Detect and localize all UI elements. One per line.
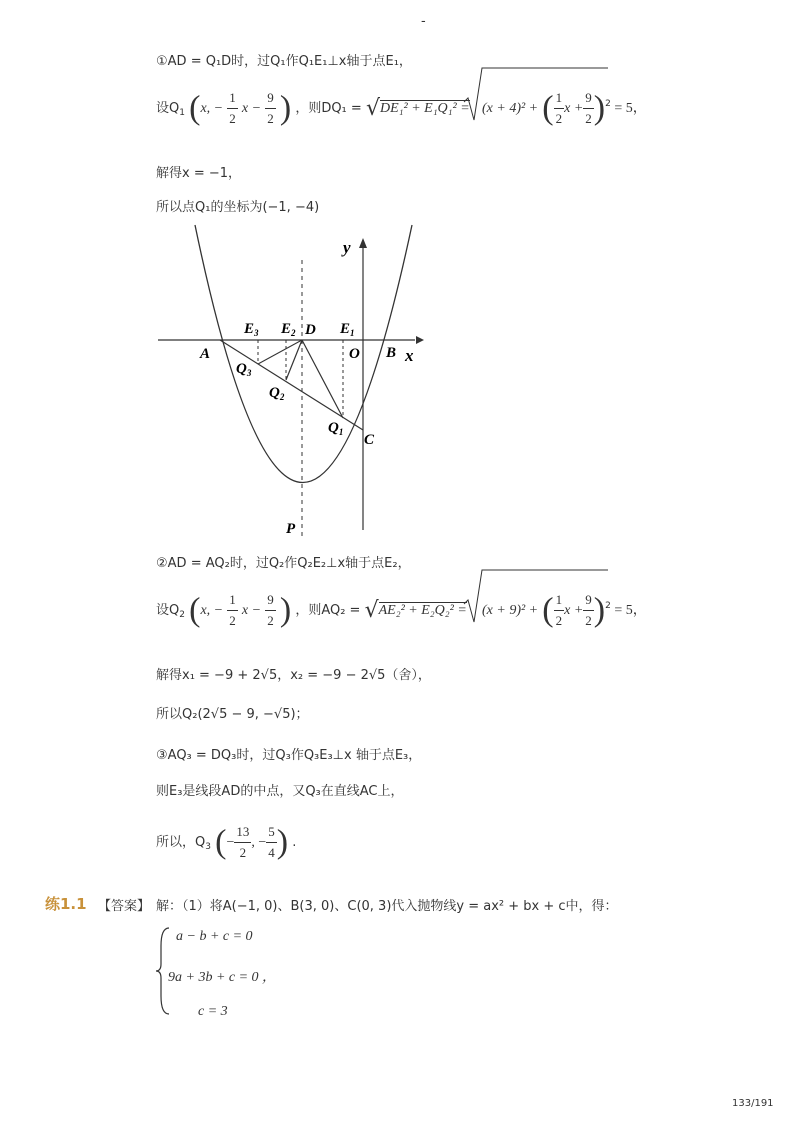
label-P: P bbox=[286, 521, 296, 537]
label-Q2: $Q_2$ bbox=[269, 385, 285, 402]
root-expression-3: (x + 9)² + ( $\frac{1}{2}$ x + $\frac{9}{2}$ )$^2$ = 5， bbox=[482, 591, 647, 629]
case2-solution: 解得x₁ = −9 + 2√5，x₂ = −9 − 2√5（舍）， bbox=[156, 668, 431, 683]
case3-midpoint: 则E₃是线段AD的中点，又Q₃在直线AC上， bbox=[156, 784, 404, 799]
label-E1: $E_1$ bbox=[340, 321, 355, 338]
case3-result: 所以，$Q_3$ (− $\frac{13}{2}$ , − $\frac{5}{4}$ ) . bbox=[156, 823, 297, 861]
y-axis-arrow-icon bbox=[359, 238, 367, 248]
case1-heading: ①AD = Q₁D时，过Q₁作Q₁E₁⊥x轴于点E₁， bbox=[156, 54, 412, 69]
label-O: O bbox=[349, 346, 360, 362]
case3-heading: ③AQ₃ = DQ₃时，过Q₃作Q₃E₃⊥x 轴于点E₃， bbox=[156, 748, 422, 763]
label-Q3: $Q_3$ bbox=[236, 361, 252, 378]
label-B: B bbox=[386, 345, 397, 361]
case1-result: 所以点Q₁的坐标为(−1, −4) bbox=[156, 200, 320, 215]
label-D: D bbox=[305, 322, 316, 338]
label-E2: $E_2$ bbox=[281, 321, 296, 338]
case2-result: 所以Q₂(2√5 − 9, −√5)； bbox=[156, 707, 309, 722]
paren-left: ( bbox=[189, 89, 201, 127]
label-A: A bbox=[200, 346, 211, 362]
setup-x: x, − bbox=[200, 101, 224, 116]
page-number: 133/191 bbox=[732, 1098, 774, 1109]
system-eq-2: 9a + 3b + c = 0 ， bbox=[168, 970, 277, 985]
segment-DQ2 bbox=[286, 340, 302, 380]
root-expression-2: (x + 4)² + ( $\frac{1}{2}$ x + $\frac{9}{2}$ )$^2$ = 5， bbox=[482, 89, 647, 127]
setup-mid: x − bbox=[241, 101, 262, 116]
case2-heading: ②AD = AQ₂时，过Q₂作Q₂E₂⊥x轴于点E₂， bbox=[156, 556, 411, 571]
fraction-9-2: $\frac{9}{2}$ bbox=[267, 90, 274, 126]
fraction-1-2: $\frac{1}{2}$ bbox=[229, 90, 236, 126]
root-expression-1: DE₁² + E₁Q₁² = bbox=[379, 101, 470, 116]
x-axis-arrow-icon bbox=[416, 336, 424, 344]
label-C: C bbox=[364, 432, 375, 448]
label-E3: $E_3$ bbox=[244, 321, 259, 338]
parabola-curve bbox=[195, 225, 412, 483]
answer-intro: 解：（1）将A(−1, 0)、B(3, 0)、C(0, 3)代入抛物线y = ax² + bx + c中，得： bbox=[156, 899, 618, 914]
setup-then: ，则DQ₁ = bbox=[295, 101, 362, 116]
segment-DQ1 bbox=[302, 340, 343, 418]
system-eq-3: c = 3 bbox=[198, 1004, 228, 1019]
case1-solution: 解得x = −1， bbox=[156, 166, 242, 181]
setup-prefix: 设Q bbox=[156, 101, 180, 116]
setup-sub: 1 bbox=[179, 108, 185, 118]
system-eq-1: a − b + c = 0 bbox=[176, 929, 253, 944]
case1-setup-line bbox=[156, 88, 470, 129]
segment-DQ3 bbox=[258, 340, 302, 364]
parabola-figure bbox=[150, 220, 440, 545]
label-y: y bbox=[343, 238, 351, 257]
exercise-label: 练1.1 bbox=[45, 895, 87, 913]
label-Q1: $Q_1$ bbox=[328, 420, 344, 437]
label-x: x bbox=[405, 346, 414, 365]
top-mark: - bbox=[421, 14, 426, 29]
answer-tag: 【答案】 bbox=[98, 899, 151, 914]
sqrt-icon: √ bbox=[365, 96, 380, 121]
case2-setup-line: 设$Q_2$ (x, − $\frac{1}{2}$ x − $\frac{9}{2}$ ) ，则AQ₂ = √AE₂² + E₂Q₂² = bbox=[156, 591, 467, 629]
paren-right: ) bbox=[279, 89, 292, 127]
